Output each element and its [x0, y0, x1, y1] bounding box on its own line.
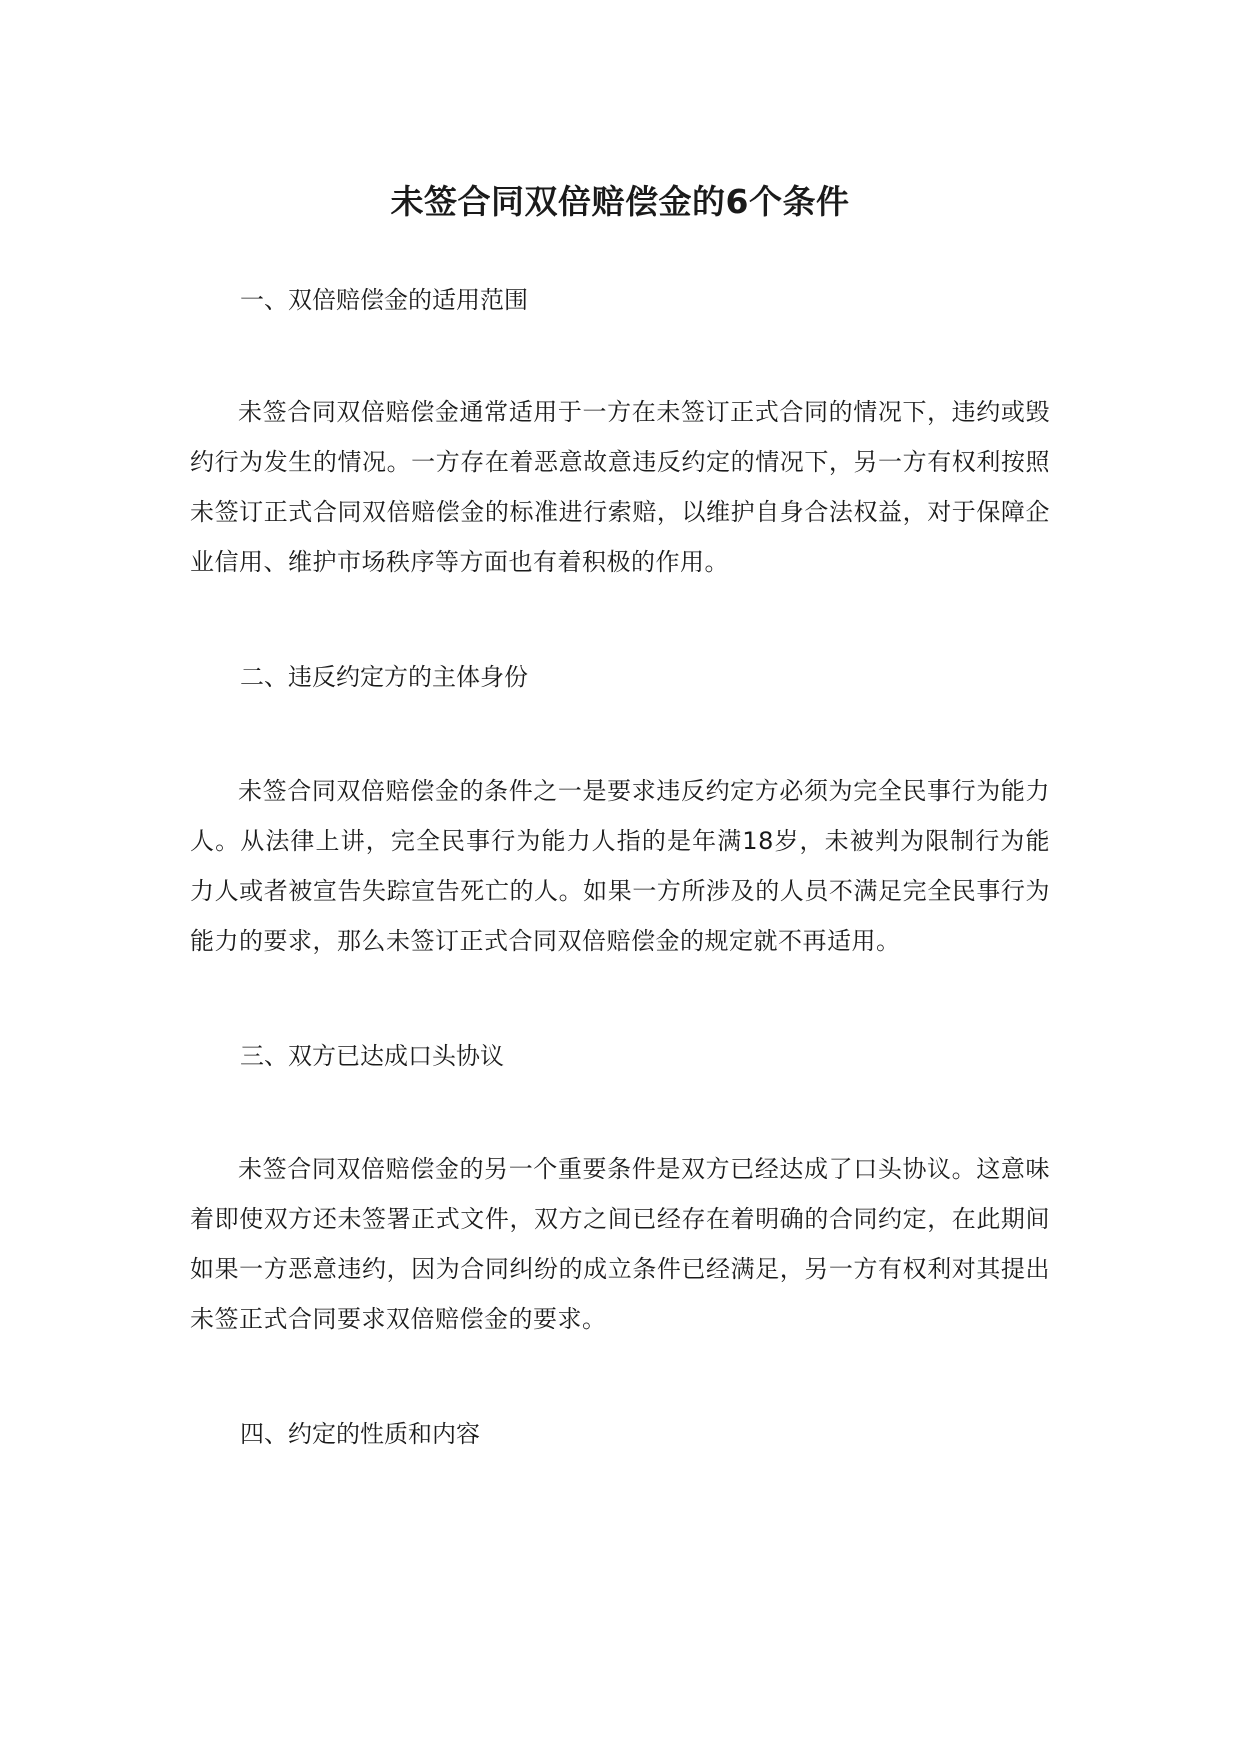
section-heading-1: 一、双倍赔偿金的适用范围 [240, 286, 528, 314]
section-heading-4: 四、约定的性质和内容 [240, 1420, 480, 1448]
section-body-1: 未签合同双倍赔偿金通常适用于一方在未签订正式合同的情况下，违约或毁约行为发生的情况。一方存在着恶意故意违反约定的情况下，另一方有权利按照未签订正式合同双倍赔偿金的标准进行索赔，以维护自身合法权益，对于保障企业信用、维护市场秩序等方面也有着积极的作用。 [190, 398, 1050, 576]
document-title: 未签合同双倍赔偿金的6个条件 [390, 182, 850, 221]
section-heading-3: 三、双方已达成口头协议 [240, 1042, 504, 1070]
section-heading-2: 二、违反约定方的主体身份 [240, 663, 528, 691]
section-body-2: 未签合同双倍赔偿金的条件之一是要求违反约定方必须为完全民事行为能力人。从法律上讲，完全民事行为能力人指的是年满18岁，未被判为限制行为能力人或者被宣告失踪宣告死亡的人。如果一方所涉及的人员不满足完全民事行为能力的要求，那么未签订正式合同双倍赔偿金的规定就不再适用。 [190, 777, 1050, 955]
section-body-3: 未签合同双倍赔偿金的另一个重要条件是双方已经达成了口头协议。这意味着即使双方还未签署正式文件，双方之间已经存在着明确的合同约定，在此期间如果一方恶意违约，因为合同纠纷的成立条件已经满足，另一方有权利对其提出未签正式合同要求双倍赔偿金的要求。 [190, 1155, 1050, 1333]
